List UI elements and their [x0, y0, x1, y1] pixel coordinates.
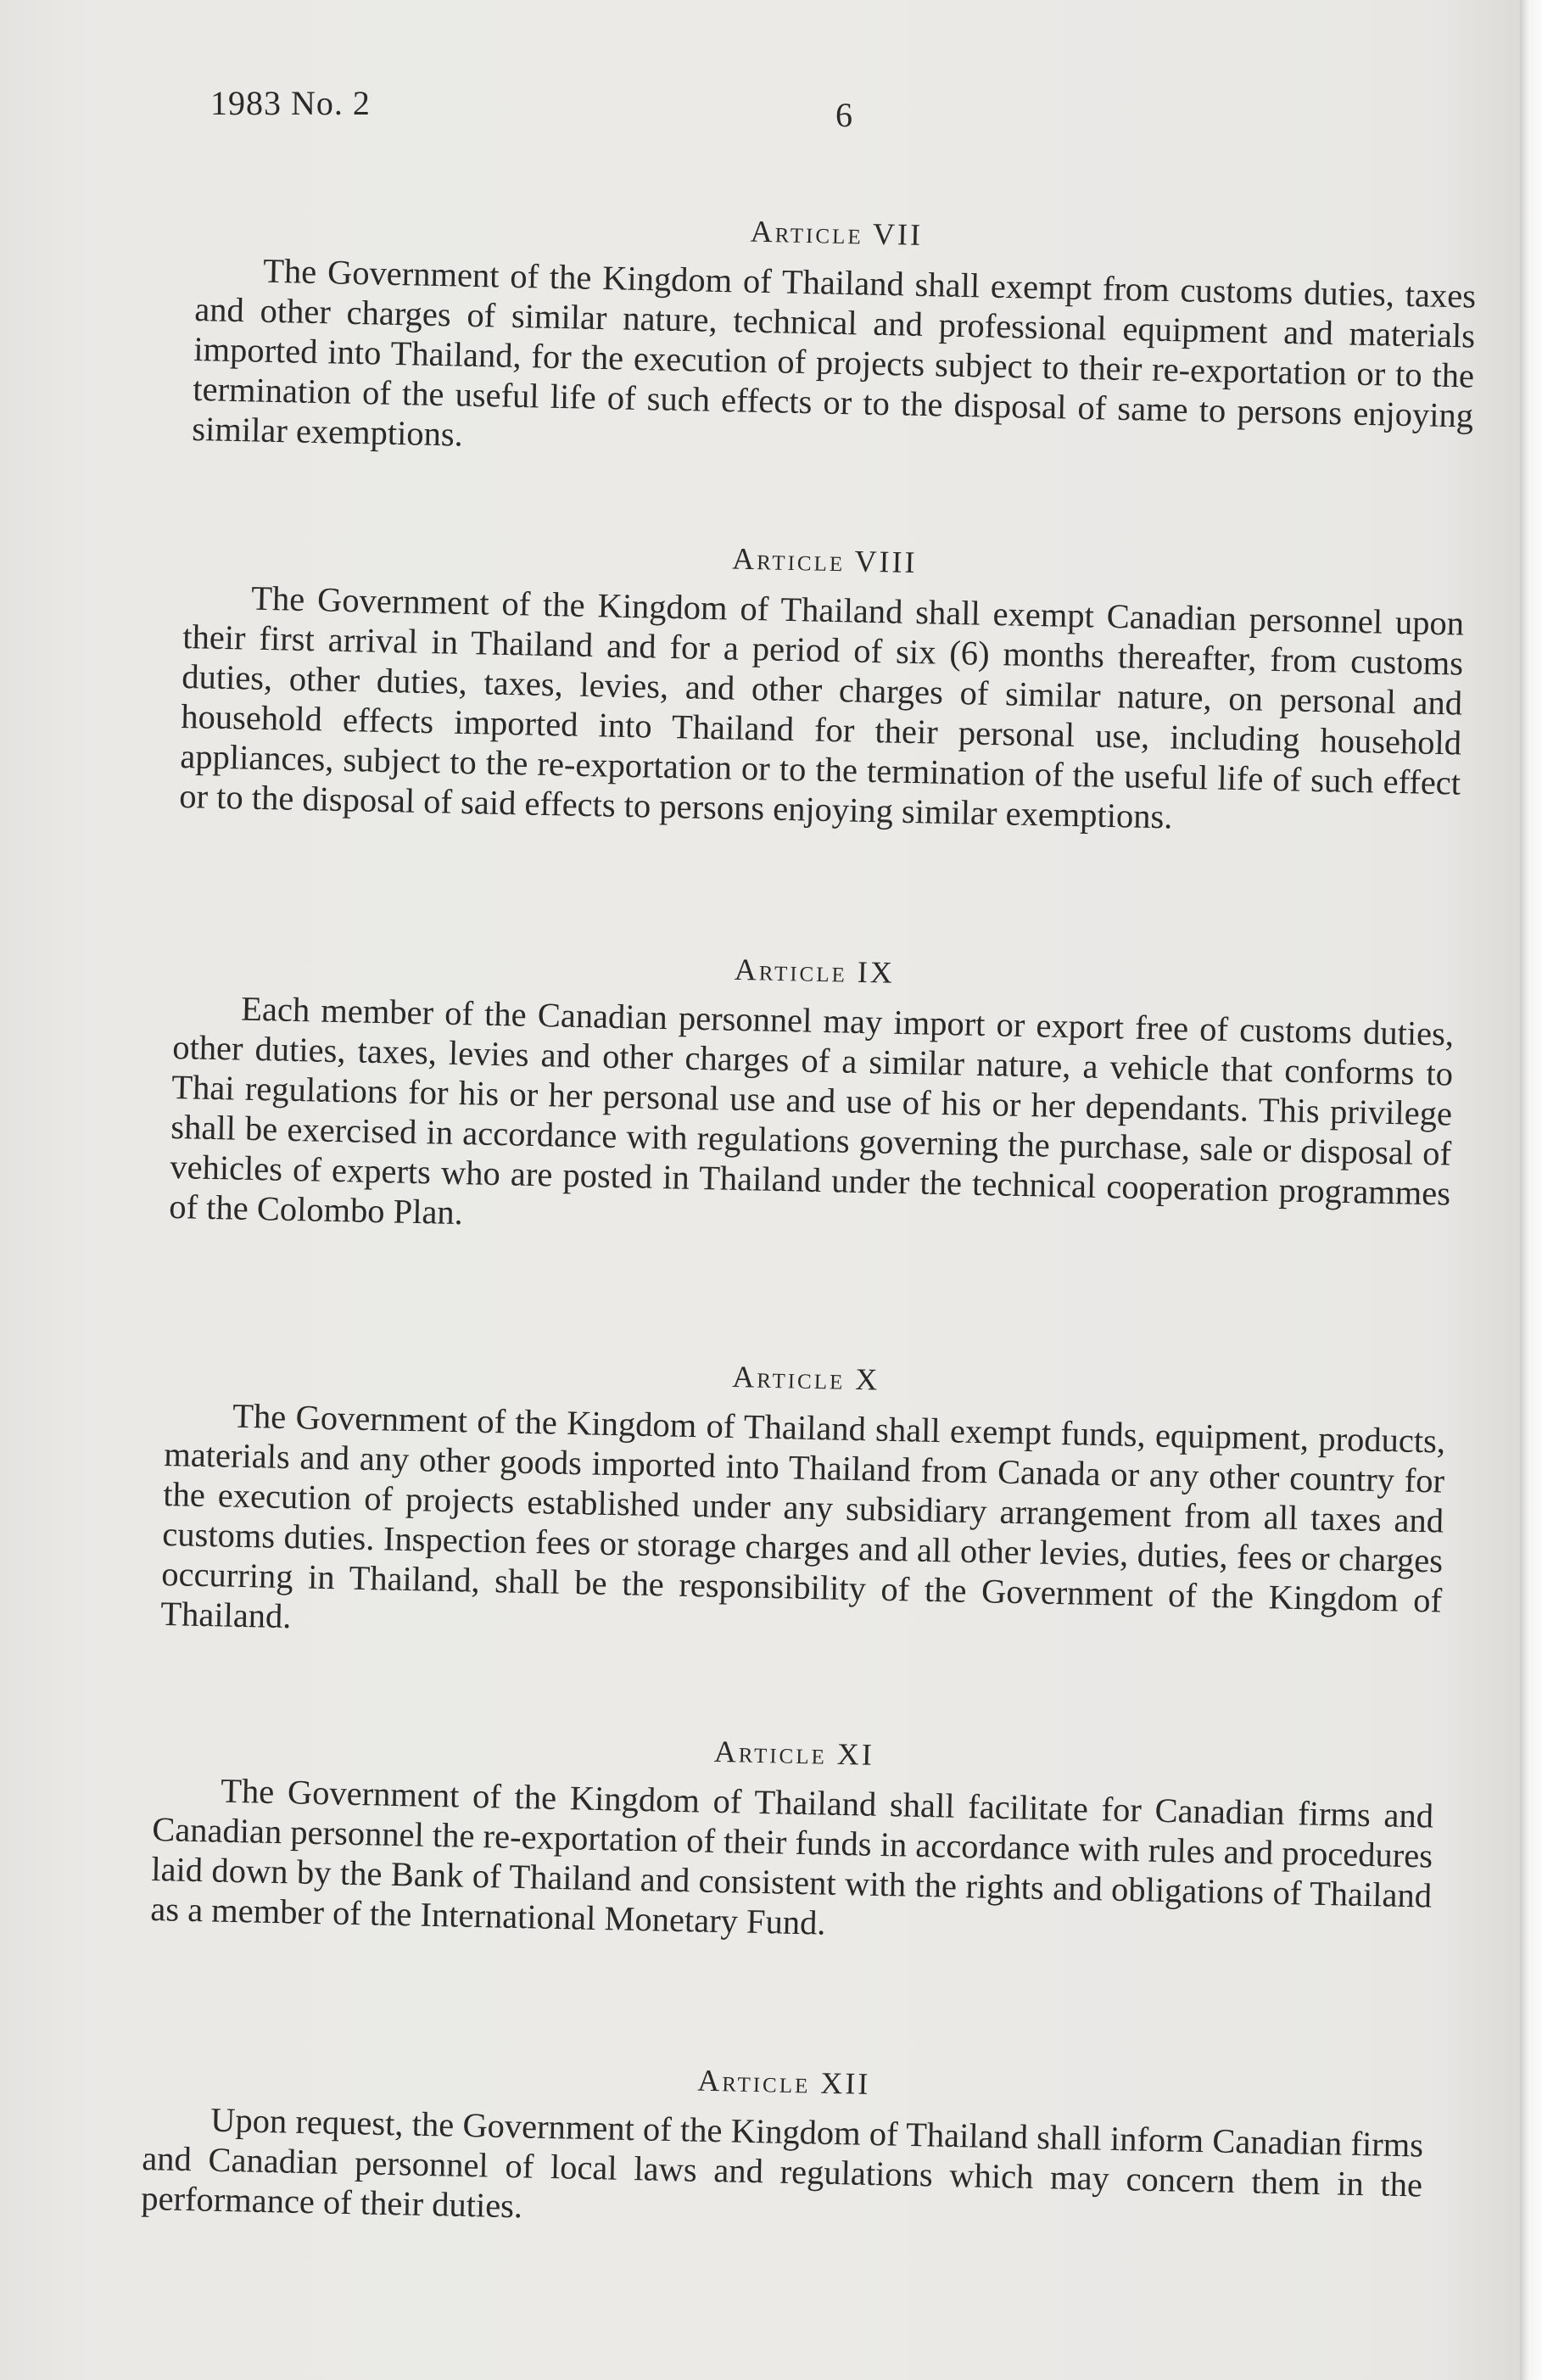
article-ix — [169, 940, 1455, 1254]
article-body: The Government of the Kingdom of Thailand shall exempt funds, equipment, products, materials and any other goods imported into Thailand from Canada or any other country for the execution of projects established under any subsidiary arrangement from all taxes and customs duties. Inspection fees or storage charges and all other levies, duties, fees or charges occurring in Thailand, shall be the responsibility of the Government of the Kingdom of Thailand. — [159, 1396, 1446, 1636]
article-body: The Government of the Kingdom of Thailand shall facilitate for Canadian firms and Canadian personnel the re-exportation of their funds in accordance with rules and procedures laid down by the Bank of Thailand and consistent with the rights and obligations of Thailand as a member of the International Monetary Fund. — [149, 1771, 1434, 1942]
article-vii — [192, 202, 1478, 476]
article-body: The Government of the Kingdom of Thailand shall exempt Canadian personnel upon their first arrival in Thailand and for a period of six (6) months thereafter, from customs duties, other duties, taxes, levies, and other charges of similar nature, on personal and household effects imported into Thailand for their personal use, including household appliances, subject to the re-exportation or to the termination of the useful life of such effect or to the disposal of said effects to persons enjoying similar exemptions. — [178, 578, 1465, 836]
gazette-year-number: 1983 No. 2 — [210, 84, 371, 122]
article-heading: Article IX — [734, 952, 896, 990]
article-body: Upon request, the Government of the Kingdom of Thailand shall inform Canadian firms and Canadian personnel of local laws and regulations which may concern them in the performance of their duties. — [140, 2100, 1424, 2226]
page-number: 6 — [835, 96, 852, 134]
article-heading: Article XI — [713, 1734, 875, 1772]
article-xi — [150, 1722, 1435, 1956]
article-x — [160, 1347, 1447, 1661]
article-heading: Article X — [731, 1359, 880, 1397]
article-viii — [179, 529, 1466, 843]
article-xii — [141, 2051, 1425, 2245]
article-body: The Government of the Kingdom of Thailand shall exempt from customs duties, taxes and other charges of similar nature, technical and professional equipment and materials imported into Thailand, for the execution of projects subject to their re-exportation or to the termination of the useful life of such effects or to the disposal of same to persons enjoying similar exemptions. — [191, 251, 1477, 454]
article-heading: Article VIII — [731, 541, 918, 580]
page-edge — [1520, 0, 1542, 2380]
article-heading: Article XII — [697, 2063, 871, 2101]
article-heading: Article VII — [750, 214, 924, 252]
article-body: Each member of the Canadian personnel may import or export free of customs duties, other duties, taxes, levies and other charges of a similar nature, a vehicle that conforms to Thai regulations for his or her personal use and use of his or her dependants. This privilege shall be exercised in accordance with regulations governing the purchase, sale or disposal of vehicles of experts who are posted in Thailand under the technical cooperation programmes of the Colombo Plan. — [168, 989, 1455, 1232]
